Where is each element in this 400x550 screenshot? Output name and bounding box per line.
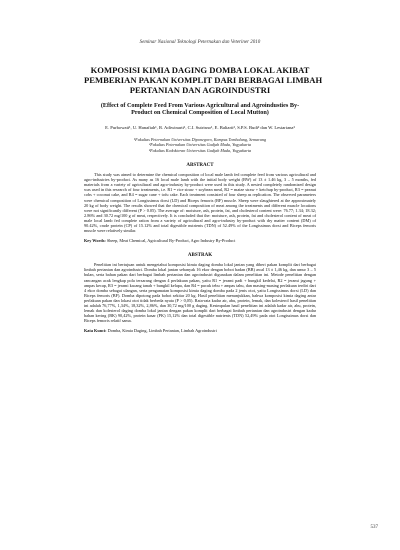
title-line: PERTANIAN DAN AGROINDUSTRI <box>129 85 271 95</box>
keywords-text: Sheep, Meat Chemical, Agricultural By-Product, Agro Industry By-Product <box>105 238 236 244</box>
title-line: KOMPOSISI KIMIA DAGING DOMBA LOKAL AKIBAT <box>90 65 310 75</box>
abstract-heading: ABSTRACT <box>186 163 214 169</box>
paper-title <box>84 65 323 95</box>
kata-kunci-text: Domba, Kimia Daging, Limbah Pertanian, Limbah Agroindustri <box>106 328 217 334</box>
affiliations <box>84 137 316 153</box>
affiliation: ²Fakultas Peternakan Universitas Gadjah Mada, Yogyakarta <box>148 142 252 148</box>
kata-kunci <box>84 328 316 333</box>
english-title <box>84 102 316 117</box>
kata-kunci-label: Kata Kunci: <box>84 328 107 334</box>
english-title-line: (Effect of Complete Feed From Various Agricultural and Agroindusties By- <box>100 102 300 109</box>
running-header: Seminar Nasional Teknologi Peternakan dan Veteriner 2010 <box>139 40 261 45</box>
abstrak-body: Penelitian ini bertujuan untuk mengetahui komposisi kimia daging domba lokal jantan yang diberi pakan komplit dari berbagai limbah pertanian dan agroindustri. Domba lokal jantan sebanyak 16 ekor dengan bobot badan (BB) awal 13 ± 1,46 kg, dan umur 3 – 5 bulan, serta bahan pakan dari berbagai limbah pertanian dan agroindustri digunakan dalam penelitian ini. Metode penelitian dengan rancangan acak lengkap pola tersarang dengan 4 perlakuan pakan, yaitu R1 = jerami padi + bungkil kedelai, R2 = jerami jagung + ampas kecap, R3 = jerami kacang tanah + bungkil kelapa, dan R4 = pucuk tebu + ampas tahu, dan masing-masing perlakuan terdiri dari 4 ekor domba sebagai ulangan, serta pengamatan komposisi kimia daging domba pada 2 jenis otot, yaitu Longissimus dorsi (LD) dan Biceps femoris (BF). Domba dipotong pada bobot sekitar 20 kg. Hasil penelitian menunjukkan, bahwa komposisi kimia daging antar perlakuan pakan dan lokasi otot tidak berbeda nyata (P > 0,05). Rata-rata kadar air, abu, protein, lemak, dan kolesterol hasil penelitian ini adalah 76,77%, 1,34%, 18,32%, 2,86%, dan 30,72 mg/100 g daging. Kesimpulan hasil penelitian ini adalah kadar air, abu, protein, lemak dan kolesterol daging domba lokal jantan dengan pakan komplit dari berbagai limbah pertanian dan agroindustri dengan kadar bahan kering (BK) 90,42%, protein kasar (PK) 15,12% dan total digestible nutrients (TDN) 52,49% pada otot Longissimus dorsi dan Biceps femoris relatif sama. <box>84 262 316 324</box>
authors-line-1: E. Purbowati¹, U. Hanafiah¹, R. Adiwinarti¹, C.I. Sutrisno¹, E. Baliarti², <box>105 124 238 130</box>
page-number: 537 <box>370 525 378 530</box>
abstract-body: This study was aimed to determine the chemical composition of local male lamb fed complete feed from various agricultural and agro-industries by-product. As many as 16 local male lamb with the initial body weight (BW) of 13 ± 1.46 kg, 3 – 5 months, fed materials from a variety of agricultural and agro-industry by-product were used in this study. A nested completely randomized design was used in this research of four treatments, i.e. R1 = rice straw + soybean meal, R2 = maize straw + ketchup by-product, R3 = peanut cobs + coconut cake, and R4 = sugar cane + tofu cake. Each treatment consisted of four sheep as replication. The observed parameters were chemical composition of Longissimus dorsi (LD) and Biceps femoris (BF) muscle. Sheep were slaughtered at the approximately 20 kg of body weight. The results showed that the chemical composition of meat among the treatments and different muscle locations were not significantly different (P > 0.05). The average of: moisture, ash, protein, fat, and cholesterol content were: 76.77; 1.34; 18.32; 2.86% and 30.72 mg/100 g of meat, respectively. It is concluded that the: moisture, ash, protein, fat and cholesterol content of meat of male local lamb fed complete ration from a variety of agricultural and agro-industry by-product with dry matter content (DM) of 90.42%, crude protein (CP) of 15.12% and total digestible nutrients (TDN) of 52.49% of the Longissimus dorsi and Biceps femoris muscle were relatively similar. <box>84 172 316 234</box>
english-title-line: Product on Chemical Composition of Local Mutton) <box>131 109 269 117</box>
affiliation: ³Fakultas Kedokteran Universitas Gadjah Mada, Yogyakarta <box>148 147 252 153</box>
author-list <box>84 125 316 131</box>
authors-line-2: S.P.S. Budi³ dan W. Lestariana³ <box>237 124 295 130</box>
keywords <box>84 238 316 243</box>
title-line: PEMBERIAN PAKAN KOMPLIT DARI BERBAGAI LIMBAH <box>84 75 323 85</box>
keywords-label: Key Words: <box>84 238 106 244</box>
affiliation: ¹Fakultas Peternakan Universitas Diponegoro, Kampus Tembalang, Semarang <box>133 136 267 142</box>
abstrak-heading: ABSTRAK <box>187 253 213 259</box>
